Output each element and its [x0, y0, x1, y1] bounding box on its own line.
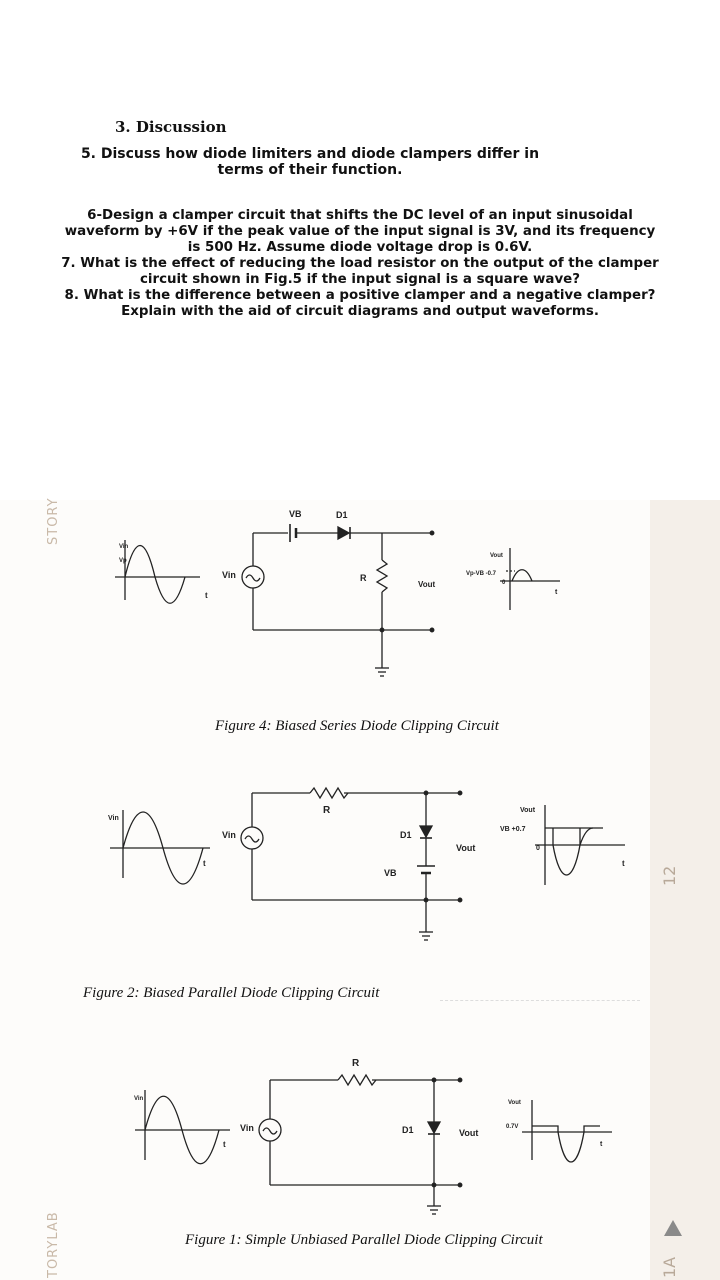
- figure-4-circuit: [115, 524, 560, 676]
- fig2-zero-label: 0: [536, 845, 540, 852]
- fig4-r-label: R: [360, 573, 367, 583]
- question-line: 6-Design a clamper circuit that shifts the DC level of an input sinusoidal: [87, 208, 633, 223]
- question-line: circuit shown in Fig.5 if the input signal is a square wave?: [139, 272, 581, 287]
- margin-text-top: STORY: [46, 497, 61, 545]
- fig4-vp-label: Vp: [119, 558, 127, 564]
- fig1-r-label: R: [352, 1058, 360, 1069]
- fig2-vb-label: VB: [384, 868, 397, 878]
- margin-text-bottom: TORYLAB: [46, 1211, 61, 1278]
- question-line: is 500 Hz. Assume diode voltage drop is 0.6V.: [187, 240, 533, 255]
- fig4-vin-wave: [125, 546, 185, 604]
- fig2-vout-wave: [553, 828, 580, 875]
- figure-2-caption: Figure 2: Biased Parallel Diode Clipping Circuit: [83, 985, 380, 1001]
- figure-1-caption: Figure 1: Simple Unbiased Parallel Diode Clipping Circuit: [185, 1232, 543, 1248]
- fig4-vin-label: Vin: [222, 570, 236, 580]
- question-line: waveform by +6V if the peak value of the input signal is 3V, and its frequency: [64, 224, 656, 239]
- fig4-resistor: [377, 560, 387, 592]
- fig2-diode: [420, 826, 432, 837]
- fig2-resistor: [310, 788, 348, 798]
- fig1-level-label: 0.7V: [506, 1124, 519, 1130]
- fig4-level-label: Vp-VB -0.7: [466, 571, 497, 577]
- fig1-vout-axis-label: Vout: [508, 1100, 521, 1106]
- fig2-level-label: VB +0.7: [500, 826, 526, 833]
- question-5-line: 5. Discuss how diode limiters and diode clampers differ in: [80, 146, 540, 162]
- fig4-zero-label: 0: [502, 580, 506, 586]
- fig1-vin-label: Vin: [240, 1123, 254, 1133]
- page-number: 12: [660, 865, 679, 886]
- fig2-vin-label: Vin: [222, 830, 236, 840]
- fig4-vout-axis-label: Vout: [490, 553, 503, 559]
- fig4-d1-label: D1: [336, 510, 348, 520]
- fig1-d1-label: D1: [402, 1125, 414, 1135]
- fig2-vin-axis-label: Vin: [108, 815, 119, 822]
- fig1-resistor: [338, 1075, 376, 1085]
- fig4-vin-axis-label: Vin: [119, 544, 129, 550]
- fig4-vb-label: VB: [289, 509, 302, 519]
- figure-4-caption: Figure 4: Biased Series Diode Clipping Circuit: [215, 718, 499, 734]
- fig2-vout-axis-label: Vout: [520, 807, 536, 814]
- figure-2-circuit: [110, 788, 625, 940]
- fig4-source-tilde: [246, 575, 260, 581]
- fig2-t-in-label: t: [203, 859, 206, 868]
- fig1-diode: [428, 1122, 440, 1133]
- question-line: Explain with the aid of circuit diagrams and output waveforms.: [121, 304, 599, 319]
- fig1-t-out-label: t: [600, 1141, 603, 1148]
- fig4-t-out-label: t: [555, 589, 558, 596]
- question-line: 7. What is the effect of reducing the load resistor on the output of the clamper: [61, 256, 659, 271]
- section-title: 3. Discussion: [115, 118, 227, 136]
- fig4-vout-label: Vout: [418, 580, 436, 589]
- fig4-t-in-label: t: [205, 591, 208, 600]
- fig2-d1-label: D1: [400, 830, 412, 840]
- figure-1-circuit: [135, 1075, 612, 1214]
- fig2-t-out-label: t: [622, 859, 625, 868]
- fig1-t-in-label: t: [223, 1140, 226, 1149]
- question-line: 8. What is the difference between a positive clamper and a negative clamper?: [64, 288, 656, 303]
- question-5-line: terms of their function.: [217, 162, 403, 178]
- fig1-vin-axis-label: Vin: [134, 1096, 144, 1102]
- corner-mark: 1A: [660, 1256, 679, 1278]
- fig2-vout-label: Vout: [456, 843, 476, 853]
- fig2-r-label: R: [323, 805, 331, 816]
- fig1-vout-label: Vout: [459, 1128, 479, 1138]
